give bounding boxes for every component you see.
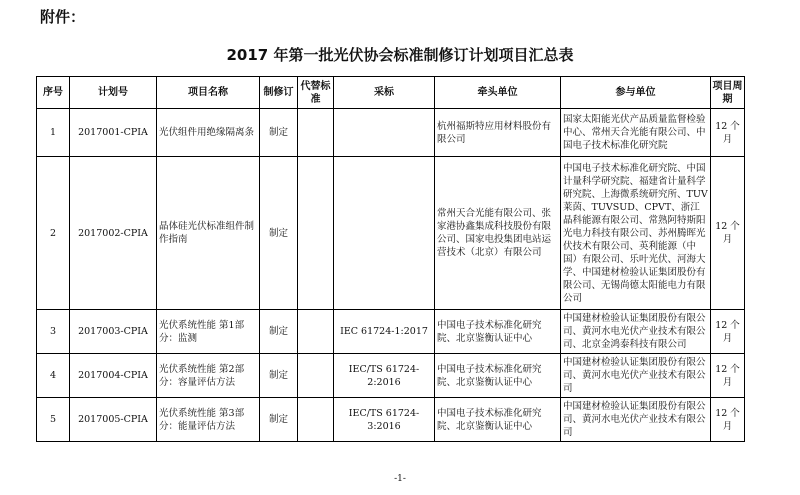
- cell-name: 晶体硅光伏标准组件制作指南: [157, 157, 260, 310]
- cell-seq: 1: [37, 109, 70, 157]
- cell-plan-no: 2017003-CPIA: [70, 310, 157, 354]
- column-header-participants: 参与单位: [561, 77, 711, 109]
- table-row: [37, 398, 745, 442]
- cell-period: 12 个月: [711, 354, 745, 398]
- cell-name: 光伏系统性能 第3部分：能量评估方法: [157, 398, 260, 442]
- cell-type: 制定: [260, 398, 298, 442]
- column-header-lead: 牵头单位: [435, 77, 561, 109]
- cell-plan-no: 2017001-CPIA: [70, 109, 157, 157]
- column-header-type: 制修订: [260, 77, 298, 109]
- column-header-replaces: 代替标准: [298, 77, 334, 109]
- cell-adopt: [334, 109, 435, 157]
- cell-type: 制定: [260, 310, 298, 354]
- cell-participants: 中国电子技术标准化研究院、中国计量科学研究院、福建省计量科学研究院、上海微系统研究所、TUV 莱茵、TUVSUD、CPVT、浙江晶科能源有限公司、常熟阿特斯阳光电力科技有限公司、苏州腾晖光伏技术有限公司、英利能源（中国）有限公司、乐叶光伏、河海大学、中国建材检验认证集团股份有限公司、无锡尚德太阳能电力有限公司: [561, 157, 711, 310]
- cell-name: 光伏系统性能 第1部分：监测: [157, 310, 260, 354]
- cell-replaces: [298, 354, 334, 398]
- cell-type: 制定: [260, 109, 298, 157]
- attachment-label: 附件：: [40, 8, 86, 26]
- plan-table: [36, 76, 745, 442]
- cell-lead: 中国电子技术标准化研究院、北京鉴衡认证中心: [435, 310, 561, 354]
- column-header-period: 项目周期: [711, 77, 745, 109]
- column-header-plan-no: 计划号: [70, 77, 157, 109]
- cell-lead: 杭州福斯特应用材料股份有限公司: [435, 109, 561, 157]
- page-number: -1-: [394, 474, 406, 484]
- cell-plan-no: 2017002-CPIA: [70, 157, 157, 310]
- column-header-adopt: 采标: [334, 77, 435, 109]
- table-row: [37, 354, 745, 398]
- column-header-seq: 序号: [37, 77, 70, 109]
- cell-plan-no: 2017004-CPIA: [70, 354, 157, 398]
- cell-replaces: [298, 157, 334, 310]
- cell-participants: 中国建材检验认证集团股份有限公司、黄河水电光伏产业技术有限公司: [561, 354, 711, 398]
- cell-period: 12 个月: [711, 157, 745, 310]
- cell-replaces: [298, 310, 334, 354]
- cell-seq: 5: [37, 398, 70, 442]
- document-title: 2017 年第一批光伏协会标准制修订计划项目汇总表: [226, 46, 574, 64]
- cell-lead: 中国电子技术标准化研究院、北京鉴衡认证中心: [435, 354, 561, 398]
- cell-type: 制定: [260, 354, 298, 398]
- table-header-row: [37, 77, 745, 109]
- cell-type: 制定: [260, 157, 298, 310]
- cell-adopt: IEC 61724-1:2017: [334, 310, 435, 354]
- cell-lead: 中国电子技术标准化研究院、北京鉴衡认证中心: [435, 398, 561, 442]
- cell-adopt: IEC/TS 61724-2:2016: [334, 354, 435, 398]
- cell-seq: 2: [37, 157, 70, 310]
- table-row: [37, 310, 745, 354]
- cell-period: 12 个月: [711, 310, 745, 354]
- cell-period: 12 个月: [711, 398, 745, 442]
- cell-adopt: [334, 157, 435, 310]
- column-header-name: 项目名称: [157, 77, 260, 109]
- cell-name: 光伏组件用绝缘隔离条: [157, 109, 260, 157]
- table-row: [37, 157, 745, 310]
- cell-period: 12 个月: [711, 109, 745, 157]
- cell-plan-no: 2017005-CPIA: [70, 398, 157, 442]
- cell-replaces: [298, 398, 334, 442]
- table-row: [37, 109, 745, 157]
- cell-participants: 中国建材检验认证集团股份有限公司、黄河水电光伏产业技术有限公司: [561, 398, 711, 442]
- cell-participants: 中国建材检验认证集团股份有限公司、黄河水电光伏产业技术有限公司、北京金鸿泰科技有限公司: [561, 310, 711, 354]
- cell-adopt: IEC/TS 61724-3:2016: [334, 398, 435, 442]
- cell-name: 光伏系统性能 第2部分：容量评估方法: [157, 354, 260, 398]
- cell-participants: 国家太阳能光伏产品质量监督检验中心、常州天合光能有限公司、中国电子技术标准化研究院: [561, 109, 711, 157]
- cell-lead: 常州天合光能有限公司、张家港协鑫集成科技股份有限公司、国家电投集团电站运营技术（北京）有限公司: [435, 157, 561, 310]
- cell-replaces: [298, 109, 334, 157]
- cell-seq: 3: [37, 310, 70, 354]
- cell-seq: 4: [37, 354, 70, 398]
